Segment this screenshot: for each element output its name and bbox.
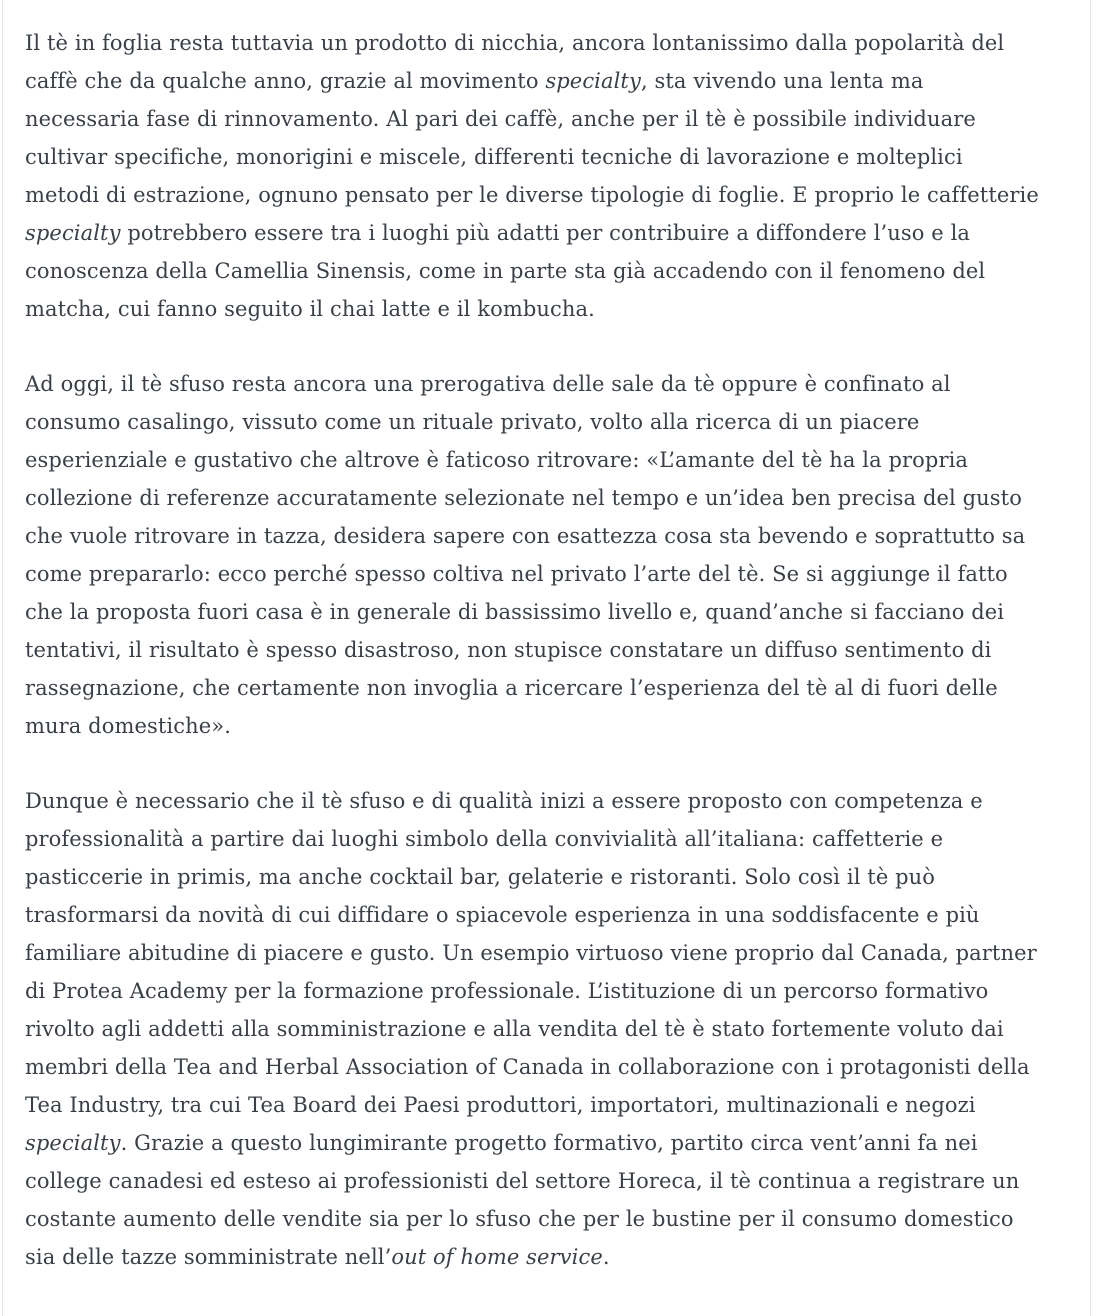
text-segment: potrebbero essere tra i luoghi più adatti per contribuire a diffondere l’uso e la conoscenza della Camellia Sinensis, come in parte sta già accadendo con il fenomeno del matcha, cui fanno seguito il chai latte e il kombucha. — [25, 221, 986, 321]
article-column — [2, 0, 1091, 1316]
article-paragraph — [25, 365, 1042, 745]
text-segment: Ad oggi, il tè sfuso resta ancora una prerogativa delle sale da tè oppure è confinato al consumo casalingo, vissuto come un rituale privato, volto alla ricerca di un piacere esperienziale e gustativo che altrove è faticoso ritrovare: «L’amante del tè ha la propria collezione di referenze accuratamente selezionate nel tempo e un’idea ben precisa del gusto che vuole ritrovare in tazza, desidera sapere con esattezza cosa sta bevendo e soprattutto sa come prepararlo: ecco perché spesso coltiva nel privato l’arte del tè. Se si aggiunge il fatto che la proposta fuori casa è in generale di bassissimo livello e, quand’anche si facciano dei tentativi, il risultato è spesso disastroso, non stupisce constatare un diffuso sentimento di rassegnazione, che certamente non invoglia a ricercare l’esperienza del tè al di fuori delle mura domestiche». — [25, 372, 1026, 738]
text-segment: . Grazie a questo lungimirante progetto formativo, partito circa vent’anni fa nei college canadesi ed esteso ai professionisti del settore Horeca, il tè continua a registrare un costante aumento delle vendite sia per lo sfuso che per le bustine per il consumo domestico sia delle tazze somministrate nell’ — [25, 1131, 1020, 1269]
article-body — [3, 0, 1068, 1316]
italic-text-segment: out of home service — [391, 1245, 603, 1269]
italic-text-segment: specialty — [25, 221, 121, 245]
italic-text-segment: specialty — [25, 1131, 121, 1155]
text-segment: Dunque è necessario che il tè sfuso e di qualità inizi a essere proposto con competenza e professionalità a partire dai luoghi simbolo della convivialità all’italiana: caffetterie e pasticcerie in primis, ma anche cocktail bar, gelaterie e ristoranti. Solo così il tè può trasformarsi da novità di cui diffidare o spiacevole esperienza in una soddisfacente e più familiare abitudine di piacere e gusto. Un esempio virtuoso viene proprio dal Canada, partner di Protea Academy per la formazione professionale. L’istituzione di un percorso formativo rivolto agli addetti alla somministrazione e alla vendita del tè è stato fortemente voluto dai membri della Tea and Herbal Association of Canada in collaborazione con i protagonisti della Tea Industry, tra cui Tea Board dei Paesi produttori, importatori, multinazionali e negozi — [25, 789, 1037, 1117]
article-paragraph — [25, 24, 1042, 328]
text-segment: , sta vivendo una lenta ma necessaria fase di rinnovamento. Al pari dei caffè, anche per il tè è possibile individuare cultivar specifiche, monorigini e miscele, differenti tecniche di lavorazione e molteplici metodi di estrazione, ognuno pensato per le diverse tipologie di foglie. E proprio le caffetterie — [25, 69, 1039, 207]
article-paragraph — [25, 782, 1042, 1276]
text-segment: Il tè in foglia resta tuttavia un prodotto di nicchia, ancora lontanissimo dalla popolarità del caffè che da qualche anno, grazie al movimento — [25, 31, 1005, 93]
italic-text-segment: specialty — [545, 69, 641, 93]
text-segment: . — [602, 1245, 610, 1269]
